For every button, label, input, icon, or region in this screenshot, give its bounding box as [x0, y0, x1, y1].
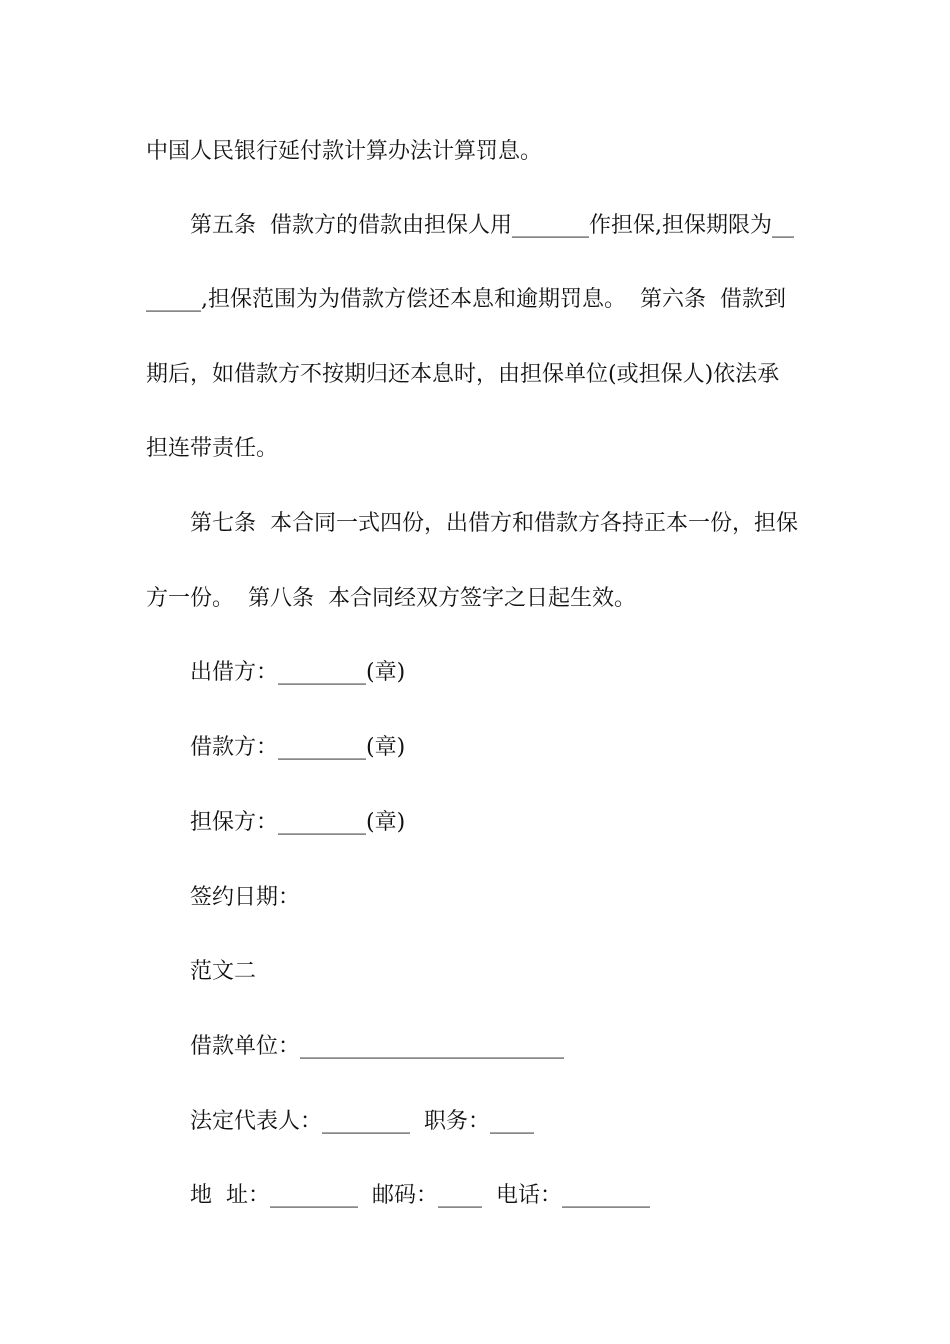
paragraph-line: _____,担保范围为为借款方偿还本息和逾期罚息。 第六条 借款到 — [146, 287, 786, 312]
paragraph-line: 方一份。 第八条 本合同经双方签字之日起生效。 — [146, 586, 636, 611]
section-heading: 范文二 — [190, 959, 257, 984]
guarantor-signature-line: 担保方：________(章) — [190, 810, 406, 835]
paragraph-line: 中国人民银行延付款计算办法计算罚息。 — [146, 139, 543, 164]
paragraph-line: 担连带责任。 — [146, 436, 279, 461]
borrower-signature-line: 借款方：________(章) — [190, 735, 406, 760]
paragraph-line: 第七条 本合同一式四份，出借方和借款方各持正本一份，担保 — [190, 511, 798, 536]
address-line: 地 址：________ 邮码：____ 电话：________ — [190, 1183, 650, 1208]
legal-representative-line: 法定代表人：________ 职务：____ — [190, 1109, 534, 1134]
signing-date-line: 签约日期： — [190, 885, 301, 910]
lender-signature-line: 出借方：________(章) — [190, 660, 406, 685]
paragraph-line: 第五条 借款方的借款由担保人用_______作担保,担保期限为__ — [190, 213, 794, 238]
paragraph-line: 期后，如借款方不按期归还本息时，由担保单位(或担保人)依法承 — [146, 362, 780, 387]
borrowing-unit-line: 借款单位：________________________ — [190, 1034, 565, 1059]
